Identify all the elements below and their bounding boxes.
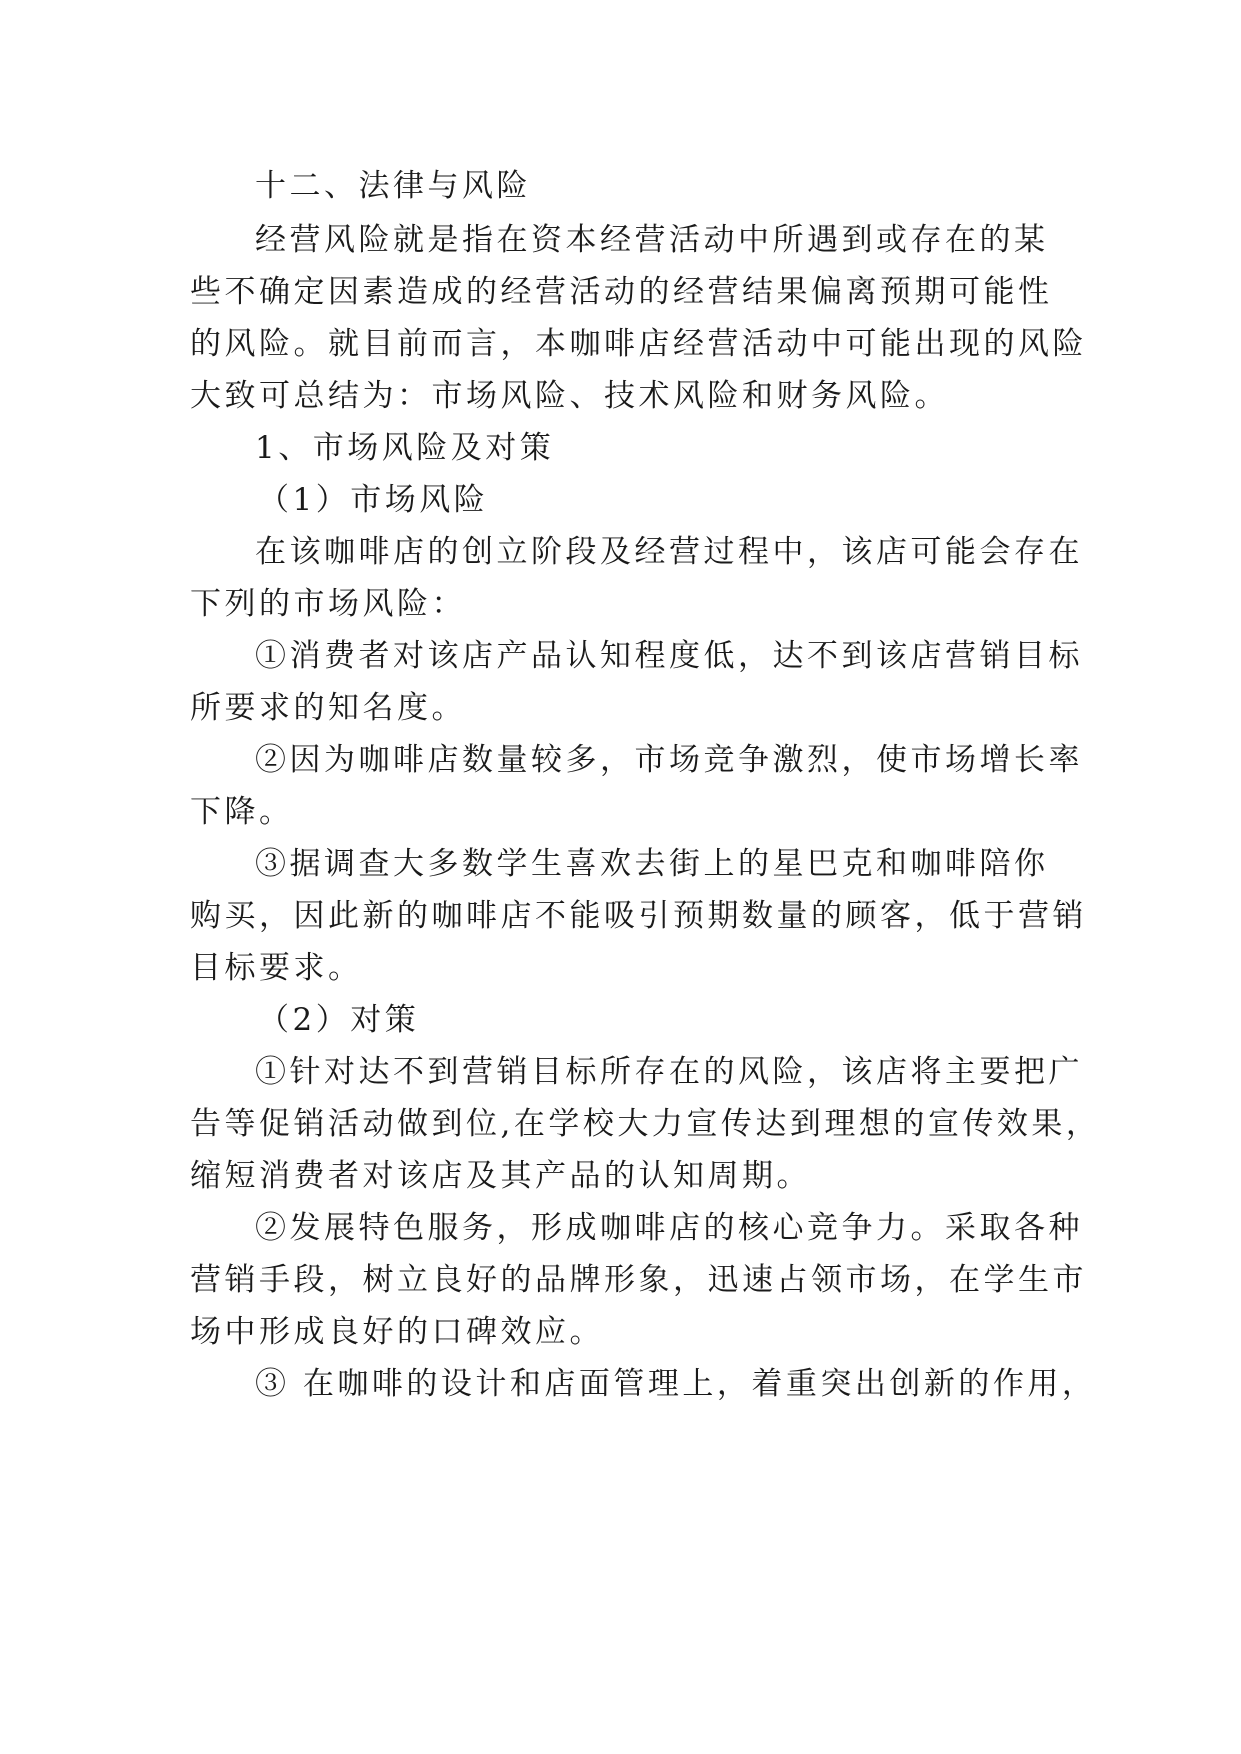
list-item-line: ①消费者对该店产品认知程度低，达不到该店营销目标 [255, 638, 1083, 674]
list-item-line: ③据调查大多数学生喜欢去街上的星巴克和咖啡陪你 [255, 846, 1049, 882]
list-item-line: ①针对达不到营销目标所存在的风险，该店将主要把广 [255, 1054, 1083, 1090]
list-item-line: 缩短消费者对该店及其产品的认知周期。 [190, 1158, 811, 1194]
list-item-line: 购买，因此新的咖啡店不能吸引预期数量的顾客，低于营销 [190, 898, 1087, 934]
paragraph-line: 经营风险就是指在资本经营活动中所遇到或存在的某 [255, 222, 1049, 258]
list-item-line: 告等促销活动做到位,在学校大力宣传达到理想的宣传效果， [190, 1106, 1101, 1142]
list-item-line: ②因为咖啡店数量较多，市场竞争激烈，使市场增长率 [255, 742, 1083, 778]
list-item-line: 营销手段，树立良好的品牌形象，迅速占领市场，在学生市 [190, 1262, 1087, 1298]
subsection-heading: （1）市场风险 [258, 482, 489, 518]
paragraph-line: 在该咖啡店的创立阶段及经营过程中，该店可能会存在 [255, 534, 1083, 570]
list-item-line: 场中形成良好的口碑效应。 [190, 1314, 604, 1350]
paragraph-line: 的风险。就目前而言，本咖啡店经营活动中可能出现的风险 [190, 326, 1087, 362]
subsection-heading: 1、市场风险及对策 [255, 430, 555, 466]
list-item-line: ③ 在咖啡的设计和店面管理上，着重突出创新的作用， [255, 1366, 1097, 1402]
paragraph-line: 大致可总结为：市场风险、技术风险和财务风险。 [190, 378, 949, 414]
list-item-line: 下降。 [190, 794, 294, 830]
paragraph-line: 下列的市场风险： [190, 586, 466, 622]
list-item-line: ②发展特色服务，形成咖啡店的核心竞争力。采取各种 [255, 1210, 1083, 1246]
list-item-line: 所要求的知名度。 [190, 690, 466, 726]
paragraph-line: 些不确定因素造成的经营活动的经营结果偏离预期可能性 [190, 274, 1053, 310]
subsection-heading: （2）对策 [258, 1002, 420, 1038]
list-item-line: 目标要求。 [190, 950, 363, 986]
section-heading: 十二、法律与风险 [255, 168, 531, 204]
